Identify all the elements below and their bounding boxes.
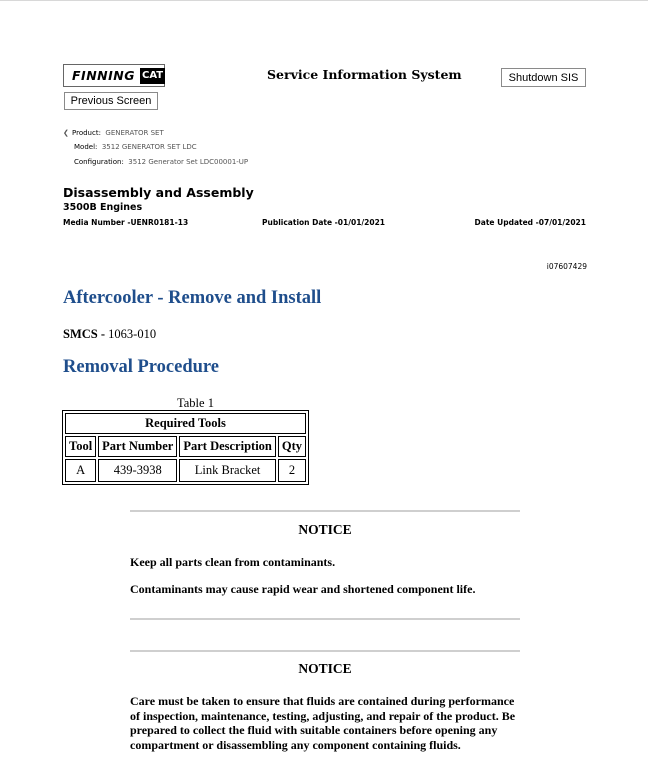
section-heading: Removal Procedure — [63, 357, 220, 377]
cell-part-description: Link Bracket — [179, 459, 276, 482]
previous-screen-button[interactable]: Previous Screen — [64, 92, 158, 110]
date-updated: Date Updated -07/01/2021 — [474, 218, 586, 227]
logo-text: FINNING — [72, 68, 135, 83]
notice-top-rule — [130, 650, 520, 652]
document-title: Disassembly and Assembly — [63, 185, 254, 200]
chevron-left-icon[interactable]: ❮ — [63, 129, 69, 137]
model-value: 3512 GENERATOR SET LDC — [101, 143, 197, 151]
product-line — [63, 129, 164, 137]
notice-paragraph: Keep all parts clean from contaminants. — [130, 555, 336, 569]
illustration-id: i07607429 — [546, 262, 587, 271]
smcs-value: 1063-010 — [108, 327, 157, 341]
table-row — [65, 459, 306, 482]
table-title-row — [65, 413, 306, 434]
finning-cat-logo — [63, 64, 165, 87]
page-heading: Aftercooler - Remove and Install — [63, 288, 322, 308]
notice-title: NOTICE — [298, 661, 352, 676]
smcs-label: SMCS - — [63, 327, 106, 341]
shutdown-sis-button[interactable]: Shutdown SIS — [501, 68, 586, 87]
product-value: GENERATOR SET — [105, 129, 164, 137]
notice-top-rule — [130, 510, 520, 512]
document-subtitle: 3500B Engines — [63, 202, 143, 213]
table-caption: Table 1 — [177, 396, 214, 410]
smcs-code — [63, 327, 156, 342]
configuration-value: 3512 Generator Set LDC00001-UP — [128, 158, 249, 166]
column-header-part-description: Part Description — [179, 436, 276, 457]
model-label: Model: — [74, 143, 98, 151]
column-header-part-number: Part Number — [98, 436, 177, 457]
column-header-tool: Tool — [65, 436, 96, 457]
table-title: Required Tools — [65, 413, 306, 434]
column-header-qty: Qty — [278, 436, 306, 457]
top-border — [0, 0, 648, 1]
cell-tool: A — [65, 459, 96, 482]
model-line — [74, 143, 197, 151]
configuration-label: Configuration: — [74, 158, 124, 166]
configuration-line — [74, 158, 248, 166]
cell-part-number: 439-3938 — [98, 459, 177, 482]
required-tools-table — [62, 410, 309, 485]
system-title: Service Information System — [267, 67, 462, 82]
notice-paragraph: Care must be taken to ensure that fluids are contained during performance of inspection, maintenance, testing, adjusting, and repair of the product. Be prepared to collect the fluid with suitable containers before opening any compartment or disassembling any component containing fluids. — [130, 694, 516, 752]
publication-date: Publication Date -01/01/2021 — [262, 218, 386, 227]
table-header-row — [65, 436, 306, 457]
product-label: Product: — [72, 129, 101, 137]
notice-bottom-rule — [130, 618, 520, 620]
notice-paragraph: Contaminants may cause rapid wear and shortened component life. — [130, 582, 476, 596]
cell-qty: 2 — [278, 459, 306, 482]
cat-badge: CAT — [140, 68, 165, 84]
media-number: Media Number -UENR0181-13 — [63, 218, 189, 227]
notice-title: NOTICE — [298, 522, 352, 537]
